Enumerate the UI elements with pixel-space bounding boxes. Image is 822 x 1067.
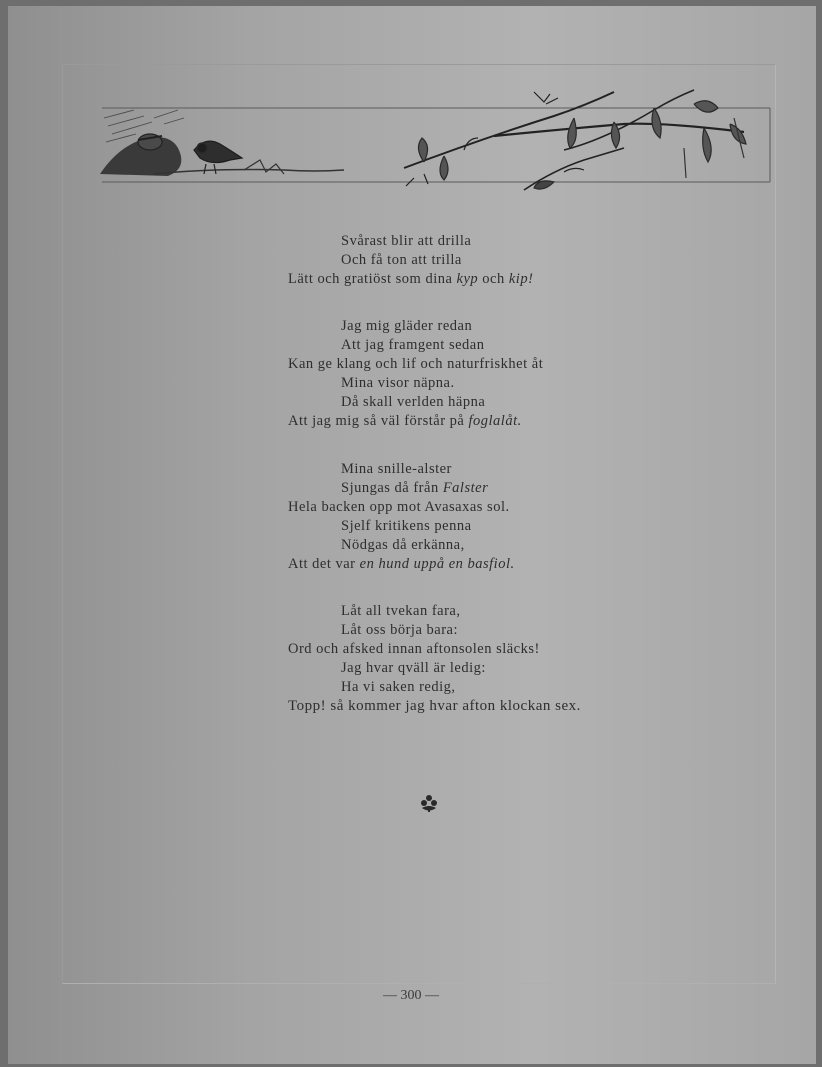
poem-line: Mina visor näpna. bbox=[341, 375, 455, 391]
poem-line: Lätt och gratiöst som dina kyp och kip! bbox=[288, 271, 534, 287]
italic-word: Falster bbox=[442, 480, 489, 496]
italic-word: kyp bbox=[456, 271, 479, 287]
poem-line: Då skall verlden häpna bbox=[341, 394, 486, 410]
poem-line: Sjungas då från Falster bbox=[341, 480, 489, 496]
poem-line: Ord och afsked innan aftonsolen släcks! bbox=[288, 641, 540, 657]
italic-word: foglalåt. bbox=[468, 413, 522, 429]
poem-line: Ha vi saken redig, bbox=[341, 679, 456, 695]
fleuron-icon bbox=[418, 793, 440, 815]
poem-line: Jag hvar qväll är ledig: bbox=[341, 660, 486, 676]
poem-line: Att det var en hund uppå en basfiol. bbox=[288, 556, 515, 572]
italic-word: kip! bbox=[508, 271, 534, 287]
poem-line: Och få ton att trilla bbox=[341, 252, 462, 268]
page-number: — 300 — bbox=[383, 988, 439, 1003]
poem-line: Svårast blir att drilla bbox=[341, 233, 472, 249]
poem-line: Att jag mig så väl förstår på foglalåt. bbox=[288, 413, 522, 429]
poem-line: Att jag framgent sedan bbox=[341, 337, 485, 353]
poem-line: Sjelf kritikens penna bbox=[341, 518, 472, 534]
poem-line: Mina snille-alster bbox=[341, 461, 452, 477]
poem-line: Låt all tvekan fara, bbox=[341, 603, 461, 619]
poem-line: Hela backen opp mot Avasaxas sol. bbox=[288, 499, 510, 515]
italic-word: en hund uppå en basfiol. bbox=[359, 556, 515, 572]
poem-line: Jag mig gläder redan bbox=[341, 318, 473, 334]
poem-line: Topp! så kommer jag hvar afton klockan sex. bbox=[288, 698, 581, 714]
poem-line: Låt oss börja bara: bbox=[341, 622, 459, 638]
poem-line: Nödgas då erkänna, bbox=[341, 537, 465, 553]
poem-line: Kan ge klang och lif och naturfriskhet åt bbox=[288, 356, 544, 372]
